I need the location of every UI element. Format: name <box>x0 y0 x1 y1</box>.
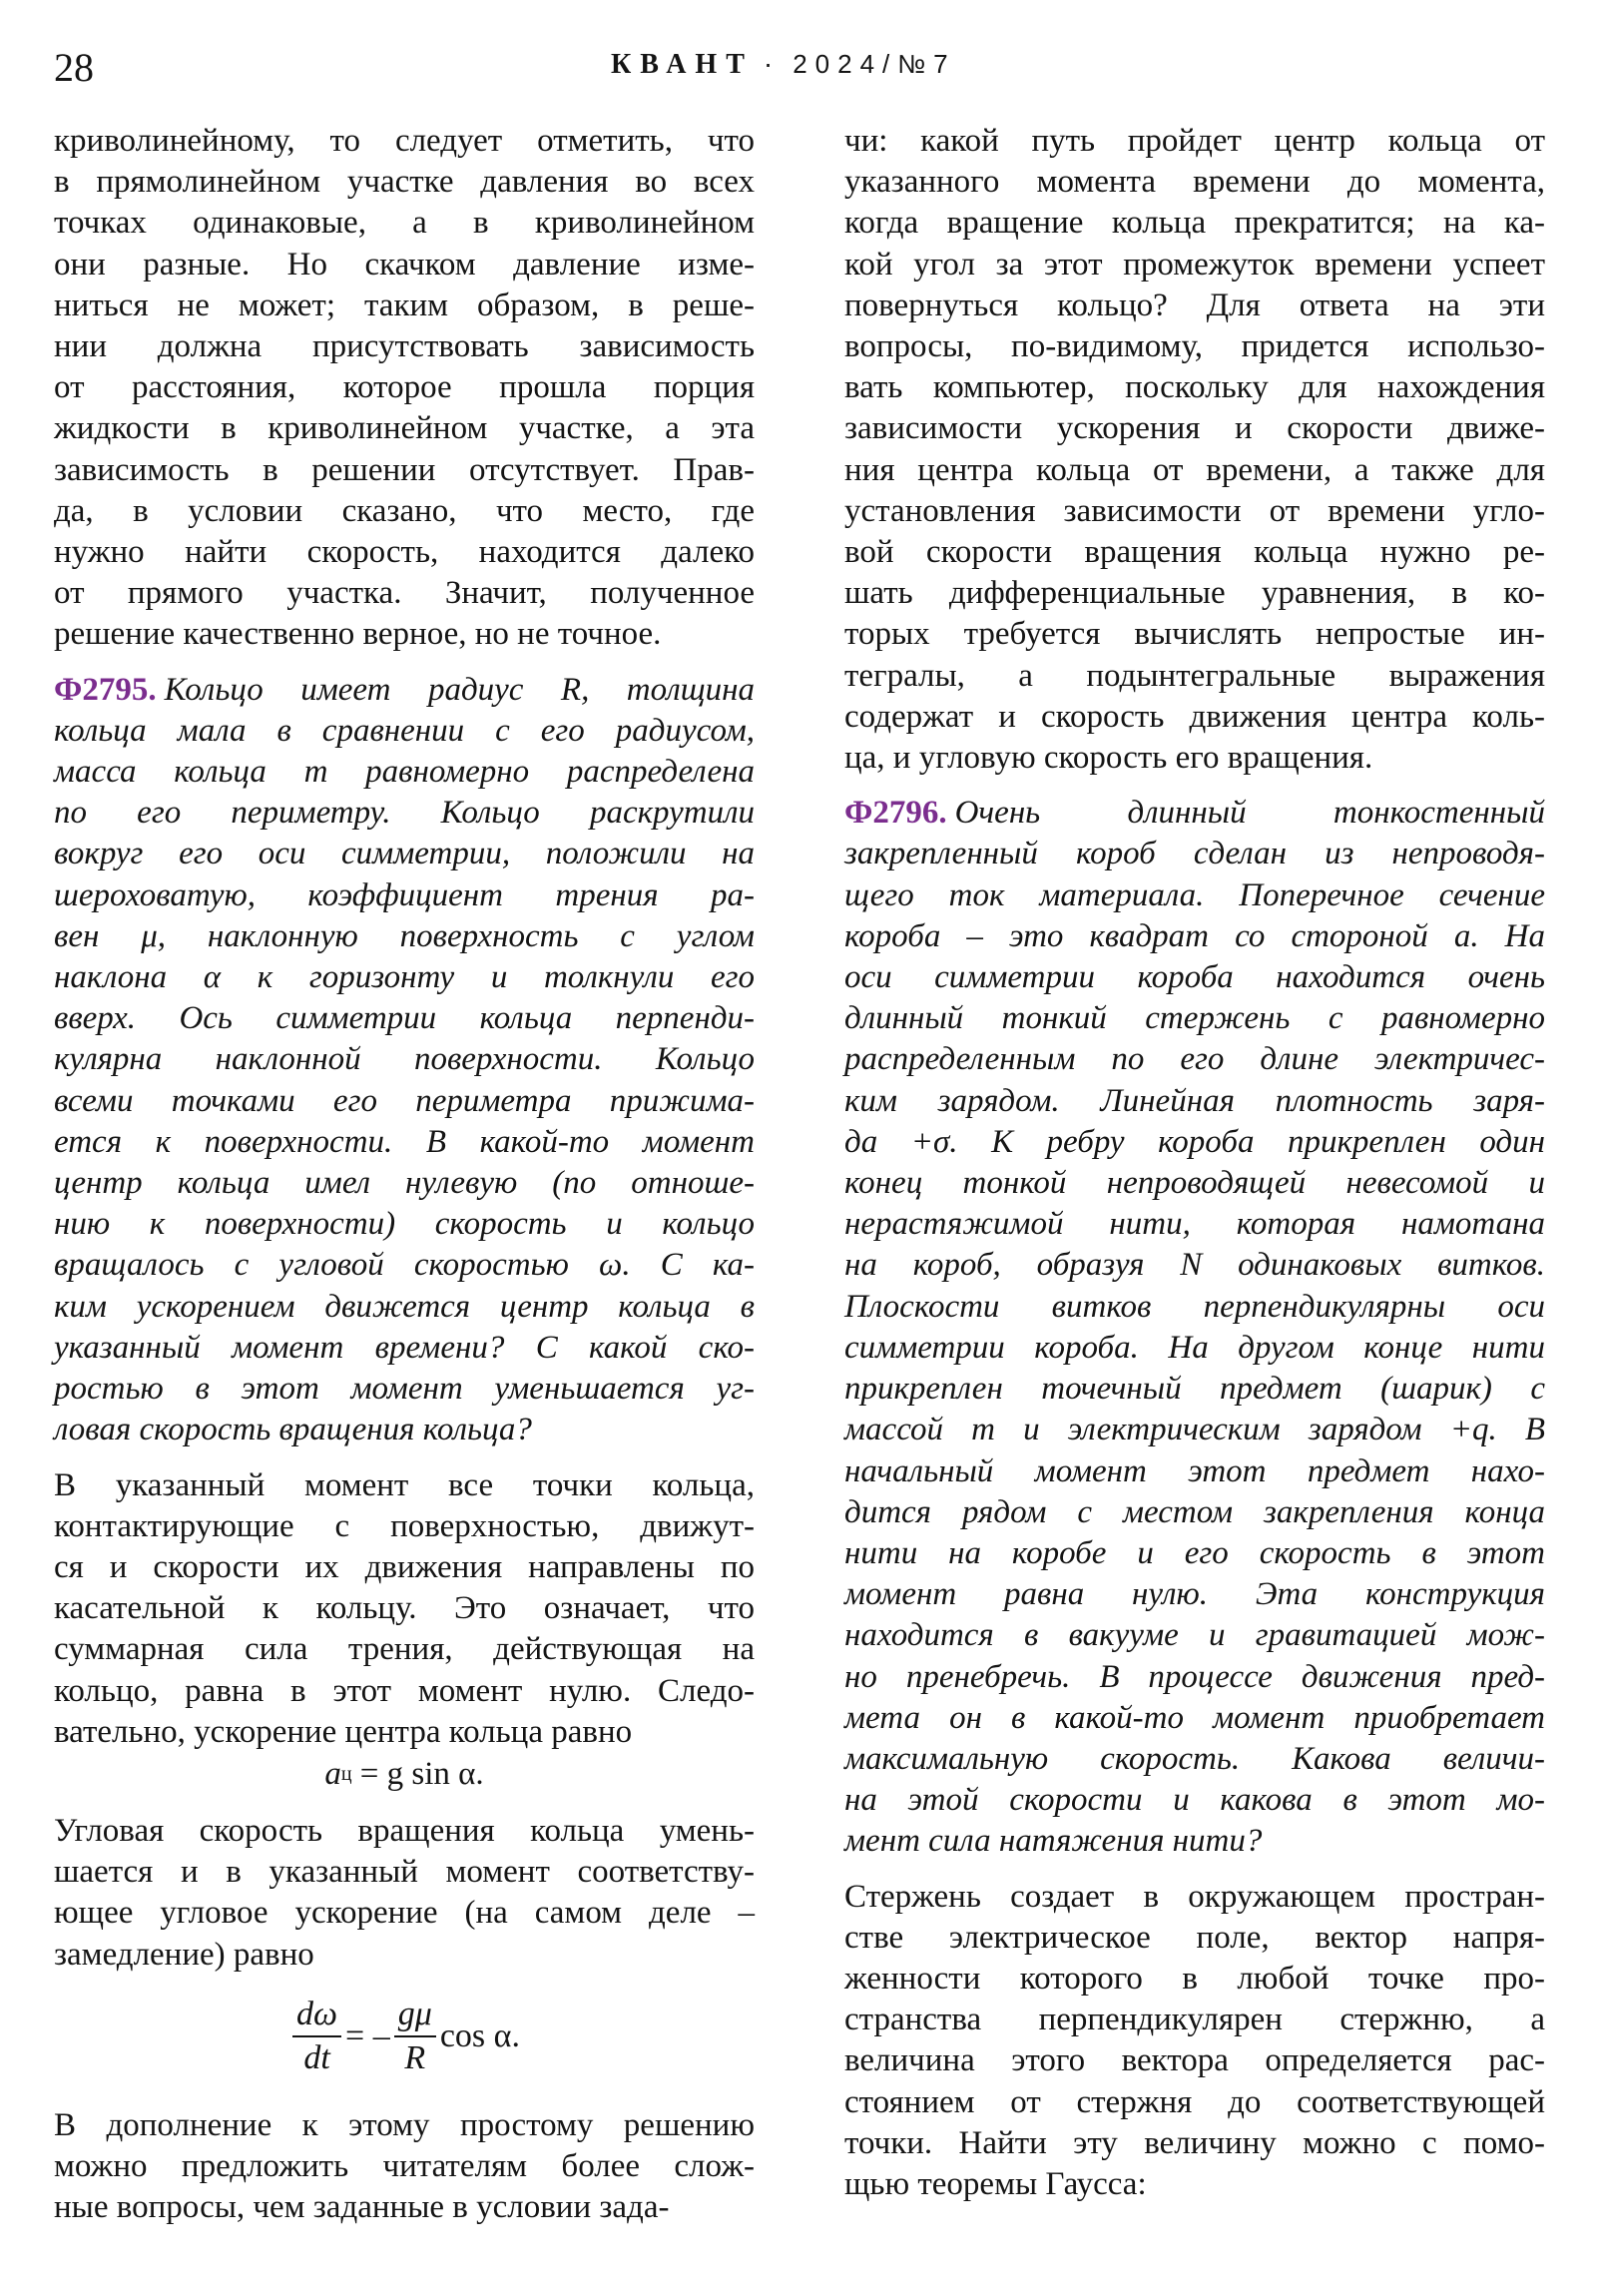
text-line: но пренебречь. В процессе движения пред- <box>844 1658 1545 1695</box>
text-line: кой угол за этот промежуток времени успеет <box>844 246 1545 283</box>
formula-equals: = – <box>345 2017 390 2055</box>
text-line: решение качественно верное, но не точное. <box>54 616 662 653</box>
text-line: вой скорости вращения кольца нужно ре- <box>844 534 1545 571</box>
problem-2795 <box>54 670 755 1451</box>
continuation-paragraph <box>54 121 755 656</box>
text-line: начальный момент этот предмет нахо- <box>844 1452 1545 1489</box>
problem-first-line: Очень длинный тонкостенный <box>954 795 1545 832</box>
text-line: наклона α к горизонту и толкнули его <box>54 959 755 996</box>
text-line: содержат и скорость движения центра коль- <box>844 698 1545 735</box>
text-line: щью теоремы Гаусса: <box>844 2165 1147 2202</box>
running-head <box>611 46 956 83</box>
text-line: точки. Найти эту величину можно с помо- <box>844 2124 1545 2161</box>
text-line: кольца мала в сравнении с его радиусом, <box>54 712 755 749</box>
text-line: Плоскости витков перпендикулярны оси <box>844 1288 1545 1325</box>
text-line: нерастяжимой нити, которая намотана <box>844 1206 1545 1243</box>
text-line: момент равна нулю. Эта конструкция <box>844 1576 1545 1613</box>
formula-tail: cos α. <box>439 2017 520 2055</box>
text-line <box>844 793 1545 834</box>
text-line: в прямолинейном участке давления во всех <box>54 164 755 201</box>
formula-angular-deceleration <box>54 1982 755 2091</box>
text-line: зависимости ускорения и скорости движе- <box>844 410 1545 447</box>
solution-paragraph-1 <box>54 1465 755 1753</box>
text-line: прикреплен точечный предмет (шарик) с <box>844 1371 1545 1408</box>
text-line: указанного момента времени до момента, <box>844 164 1545 201</box>
text-line: жидкости в криволинейном участке, а эта <box>54 410 755 447</box>
text-line: находится в вакууме и гравитацией мож- <box>844 1617 1545 1654</box>
text-line: они разные. Но скачком давление изме- <box>54 246 755 283</box>
problem-statement <box>54 670 755 1451</box>
text-line: дится рядом с местом закрепления конца <box>844 1493 1545 1530</box>
left-column <box>54 121 755 2228</box>
text-line: ким ускорением движется центр кольца в <box>54 1288 755 1325</box>
text-line: вательно, ускорение центра кольца равно <box>54 1713 633 1750</box>
fraction-numerator: dω <box>292 1994 341 2037</box>
text-line: шать дифференциальные уравнения, в ко- <box>844 575 1545 612</box>
text-line: Угловая скорость вращения кольца умень- <box>54 1812 755 1849</box>
text-line: указанный момент времени? С какой ско- <box>54 1329 755 1366</box>
text-line: вопросы, по-видимому, придется использо- <box>844 328 1545 365</box>
text-line: вокруг его оси симметрии, положили на <box>54 836 755 872</box>
text-line: на короб, образуя N одинаковых витков. <box>844 1247 1545 1284</box>
solution-paragraph-3 <box>54 2105 755 2229</box>
issue-number: 2024/№7 <box>793 49 956 79</box>
text-line: массой m и электрическим зарядом +q. В <box>844 1412 1545 1448</box>
formula-lhs-subscript: ц <box>340 1763 352 1786</box>
text-line: нити на коробе и его скорость в этот <box>844 1534 1545 1571</box>
fraction-gmu-r <box>394 1994 436 2079</box>
text-line: от расстояния, которое прошла порция <box>54 369 755 406</box>
fraction-numerator: gμ <box>394 1994 436 2037</box>
text-line: мета он в какой-то момент приобретает <box>844 1699 1545 1736</box>
text-line: зависимость в решении отсутствует. Прав- <box>54 451 755 488</box>
text-line: мент сила натяжения нити? <box>844 1823 1263 1860</box>
text-line: В указанный момент все точки кольца, <box>54 1466 755 1503</box>
text-line: нии должна присутствовать зависимость <box>54 328 755 365</box>
text-line: замедление) равно <box>54 1936 314 1973</box>
text-line: установления зависимости от времени угло- <box>844 492 1545 529</box>
problem-2796 <box>844 793 1545 1862</box>
text-line: короба – это квадрат со стороной a. На <box>844 917 1545 954</box>
text-line: тегралы, а подынтегральные выражения <box>844 657 1545 694</box>
text-line: на этой скорости и какова в этот мо- <box>844 1782 1545 1819</box>
text-line: Стержень создает в окружающем простран- <box>844 1878 1545 1915</box>
text-line: вен μ, наклонную поверхность с углом <box>54 917 755 954</box>
text-line: закрепленный короб сделан из непроводя- <box>844 836 1545 872</box>
text-line: максимальную скорость. Какова величи- <box>844 1740 1545 1777</box>
text-line: ниться не может; таким образом, в реше- <box>54 287 755 323</box>
text-line: ловая скорость вращения кольца? <box>54 1412 532 1448</box>
text-line: центр кольца имел нулевую (по отноше- <box>54 1165 755 1202</box>
text-line: касательной к кольцу. Это означает, что <box>54 1590 755 1627</box>
text-line: ся и скорости их движения направлены по <box>54 1548 755 1585</box>
text-line: шается и в указанный момент соответству- <box>54 1854 755 1891</box>
text-line: точках одинаковые, а в криволинейном <box>54 205 755 242</box>
text-line: ющее угловое ускорение (на самом деле – <box>54 1895 755 1932</box>
text-line: конец тонкой непроводящей невесомой и <box>844 1165 1545 1202</box>
journal-title: КВАНТ <box>611 49 754 80</box>
text-line: да, в условии сказано, что место, где <box>54 492 755 529</box>
text-line: когда вращение кольца прекратится; на ка- <box>844 205 1545 242</box>
formula-lhs: a <box>324 1756 341 1793</box>
text-line: от прямого участка. Значит, полученное <box>54 575 755 612</box>
text-line: щего ток материала. Поперечное сечение <box>844 876 1545 913</box>
text-line: кулярна наклонной поверхности. Кольцо <box>54 1041 755 1078</box>
solution-paragraph-2 <box>54 1811 755 1976</box>
fraction-denominator: R <box>404 2038 426 2076</box>
text-line: торых требуется вычислять непростые ин- <box>844 616 1545 653</box>
text-line: стве электрическое поле, вектор напря- <box>844 1919 1545 1956</box>
problem-number: Ф2795. <box>54 671 157 708</box>
fraction-domega-dt <box>292 1994 341 2079</box>
text-line: симметрии короба. На другом конце нити <box>844 1329 1545 1366</box>
text-line: ется к поверхности. В какой-то момент <box>54 1123 755 1160</box>
header-separator: · <box>763 48 774 79</box>
text-line <box>54 670 755 711</box>
text-line: ким зарядом. Линейная плотность заря- <box>844 1082 1545 1119</box>
right-column <box>844 121 1545 2205</box>
text-line: вращалось с угловой скоростью ω. С ка- <box>54 1247 755 1284</box>
solution-paragraph-1 <box>844 1877 1545 2206</box>
text-line: нужно найти скорость, находится далеко <box>54 534 755 571</box>
text-line: криволинейному, то следует отметить, что <box>54 123 755 159</box>
text-line: контактирующие с поверхностью, движут- <box>54 1507 755 1544</box>
formula-rhs: = g sin α. <box>359 1756 484 1793</box>
text-line: распределенным по его длине электричес- <box>844 1041 1545 1078</box>
text-line: вверх. Ось симметрии кольца перпенди- <box>54 1000 755 1037</box>
problem-statement <box>844 793 1545 1862</box>
page-number: 28 <box>54 45 94 90</box>
text-line: величина этого вектора определяется рас- <box>844 2042 1545 2079</box>
text-line: оси симметрии короба находится очень <box>844 959 1545 996</box>
text-line: странства перпендикулярен стержню, а <box>844 2002 1545 2038</box>
text-line: шероховатую, коэффициент трения ра- <box>54 876 755 913</box>
problem-number: Ф2796. <box>844 795 947 832</box>
text-line: повернуться кольцо? Для ответа на эти <box>844 287 1545 323</box>
text-line: да +σ. К ребру короба прикреплен один <box>844 1123 1545 1160</box>
text-line: женности которого в любой точке про- <box>844 1960 1545 1997</box>
fraction-denominator: dt <box>303 2038 330 2076</box>
text-line: ца, и угловую скорость его вращения. <box>844 740 1373 777</box>
text-line: суммарная сила трения, действующая на <box>54 1631 755 1668</box>
continuation-paragraph <box>844 121 1545 779</box>
text-line: кольцо, равна в этот момент нулю. Следо- <box>54 1672 755 1709</box>
text-line: всеми точками его периметра прижима- <box>54 1082 755 1119</box>
text-line: нию к поверхности) скорость и кольцо <box>54 1206 755 1243</box>
text-line: В дополнение к этому простому решению <box>54 2106 755 2143</box>
formula-acceleration <box>54 1753 755 1797</box>
text-line: ния центра кольца от времени, а также для <box>844 451 1545 488</box>
text-line: длинный тонкий стержень с равномерно <box>844 1000 1545 1037</box>
text-line: по его периметру. Кольцо раскрутили <box>54 795 755 832</box>
text-line: стоянием от стержня до соответствующей <box>844 2083 1545 2120</box>
text-line: ростью в этот момент уменьшается уг- <box>54 1371 755 1408</box>
text-line: масса кольца m равномерно распределена <box>54 754 755 791</box>
text-line: чи: какой путь пройдет центр кольца от <box>844 123 1545 159</box>
text-line: вать компьютер, поскольку для нахождения <box>844 369 1545 406</box>
problem-first-line: Кольцо имеет радиус R, толщина <box>164 671 755 708</box>
text-line: можно предложить читателям более слож- <box>54 2147 755 2184</box>
text-line: ные вопросы, чем заданные в условии зада- <box>54 2189 670 2226</box>
